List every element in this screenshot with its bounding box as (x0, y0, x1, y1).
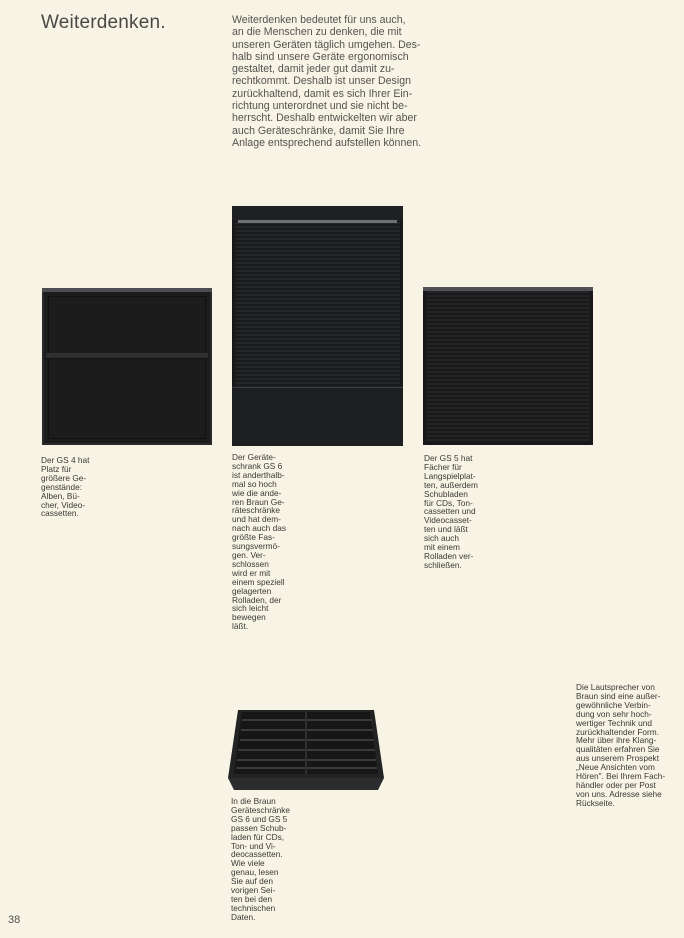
gs4-top-edge (42, 288, 212, 292)
gs4-shelf (46, 353, 208, 359)
gs5-cabinet-image (423, 287, 593, 445)
gs6-base-panel (232, 387, 403, 446)
intro-paragraph: Weiterdenken bedeutet für uns auch, an die Menschen zu denken, die mit unseren Geräten täglich umgehen. Des- halb sind unsere Geräte ergonomisch gestaltet, damit jeder gut damit zu- rechtkommt. Deshalb ist unser Design zurückhaltend, damit es sich Ihrer Ein- richtung unterordnet und sie nicht be- herrscht. Deshalb entwickelten wir aber auch Geräteschränke, damit Sie Ihre Anlage entsprechend aufstellen können. (232, 14, 422, 149)
drawer-front (228, 778, 384, 790)
gs4-cabinet-image (42, 288, 212, 445)
gs6-top-band (232, 206, 403, 220)
gs6-roller-handle (238, 220, 397, 223)
drawer-insert-image (228, 708, 386, 794)
gs4-interior (48, 296, 206, 439)
gs5-caption: Der GS 5 hat Fächer für Langspielplat- ten, außerdem Schubladen für CDs, Ton- cassetten und Videocasset- ten und läßt sich auch mit einem Rolladen ver- schließen. (424, 453, 478, 570)
page-number: 38 (8, 914, 21, 926)
drawer-caption: In die Braun Geräteschränke GS 6 und GS 5 passen Schub- laden für CDs, Ton- und Vi- deocassetten. Wie viele genau, lesen Sie auf den vorigen Sei- ten bei den technischen Daten. (231, 796, 291, 922)
gs5-top-edge (423, 287, 593, 291)
speaker-caption: Die Lautsprecher von Braun sind eine außer- gewöhnliche Verbin- dung von sehr hoch- wertiger Technik und zurückhaltender Form. Mehr über ihre Klang- qualitäten erfahren Sie aus unserem Prospekt „Neue Ansichten vom Hören". Bei Ihrem Fach- händler oder per Post von uns. Adresse siehe Rückseite. (576, 682, 666, 808)
gs6-cabinet-image (232, 206, 403, 446)
page-heading: Weiterdenken. (41, 12, 166, 33)
gs6-caption: Der Geräte- schrank GS 6 ist anderthalb- mal so hoch wie die ande- ren Braun Ge- räteschränke und hat dem- nach auch das größte Fas- sungsvermö- gen. Ver- schlossen wird er mit einem speziell gelagerten Rolladen, der sich leicht bewegen läßt. (232, 452, 286, 632)
gs4-caption: Der GS 4 hat Platz für größere Ge- genstände: Alben, Bü- cher, Video- cassetten. (41, 455, 90, 519)
